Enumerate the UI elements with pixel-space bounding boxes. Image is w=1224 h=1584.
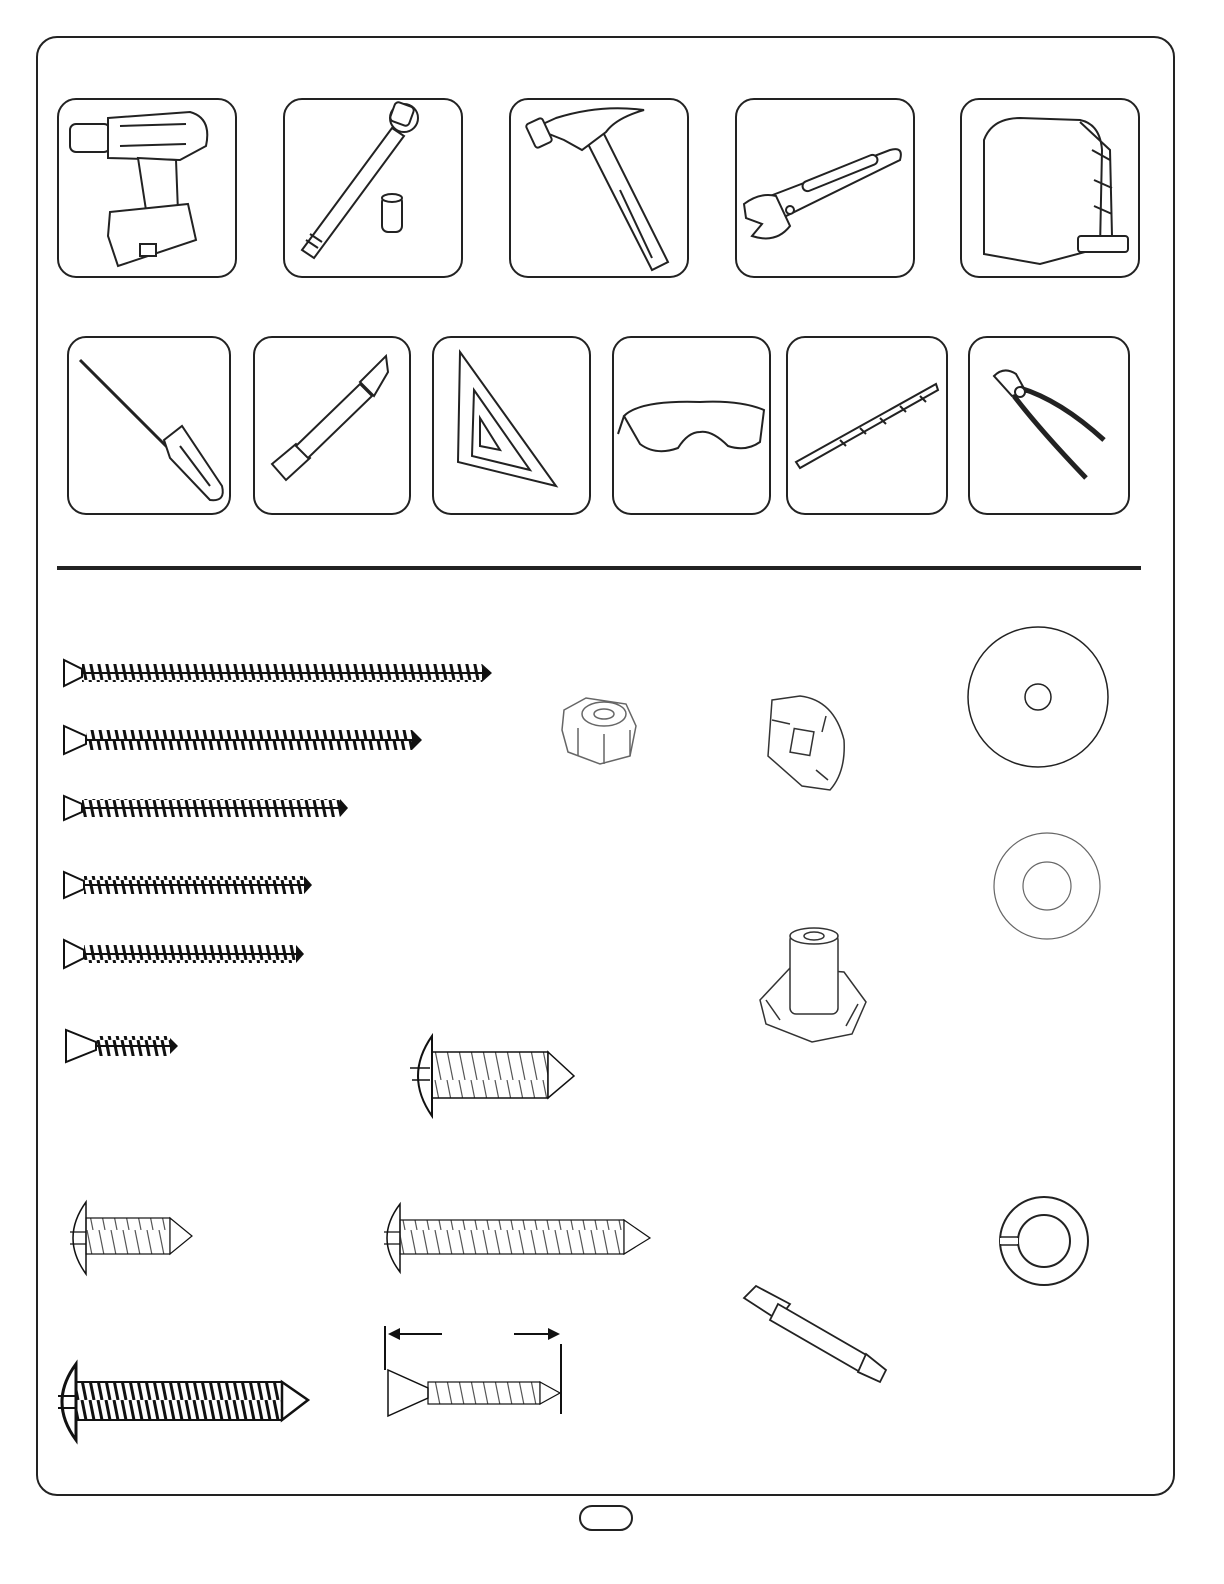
phillips-bit-icon [272, 356, 388, 480]
adjustable-wrench-icon [744, 149, 901, 238]
tool-box-drillbit [787, 337, 947, 514]
tool-box-ratchet [284, 99, 462, 277]
page-number [580, 1506, 632, 1530]
square-drive-bit-icon [744, 1286, 886, 1382]
lock-nut-icon [562, 698, 636, 764]
pan-head-screw-long-icon [384, 1204, 650, 1272]
short-screw-icon [66, 1030, 178, 1062]
small-washer-icon [994, 833, 1100, 939]
tool-box-glasses [613, 337, 770, 514]
pliers-icon [994, 370, 1104, 478]
tool-box-wrench [736, 99, 914, 277]
truss-head-screw-icon [410, 1036, 574, 1116]
tee-nut-icon [760, 928, 866, 1042]
tool-box-hammer [510, 99, 688, 277]
long-screw-5-icon [64, 940, 304, 968]
tool-box-bit [254, 337, 410, 514]
long-screw-1-icon [64, 660, 492, 686]
tape-measure-icon [984, 118, 1128, 264]
tool-box-drill [58, 99, 236, 277]
tool-box-tape [961, 99, 1139, 277]
tool-box-pliers [969, 337, 1129, 514]
hammer-icon [525, 108, 668, 270]
tool-box-square [433, 337, 590, 514]
long-screw-4-icon [64, 872, 312, 898]
pan-head-screw-short-icon [70, 1202, 192, 1274]
large-washer-icon [968, 627, 1108, 767]
screwdriver-icon [80, 360, 223, 500]
drill-bit-icon [796, 384, 938, 468]
tee-nut-flat-icon [768, 696, 844, 790]
long-screw-3-icon [64, 796, 348, 820]
safety-glasses-icon [618, 402, 764, 452]
tool-box-screwdriver [68, 337, 230, 514]
long-screw-2-icon [64, 726, 422, 754]
speed-square-icon [458, 352, 556, 486]
black-truss-screw-icon [58, 1364, 308, 1440]
cordless-drill-icon [70, 112, 207, 266]
measured-flat-head-screw-icon [385, 1326, 561, 1416]
ratchet-socket-icon [302, 101, 418, 258]
split-lock-washer-icon [1000, 1197, 1088, 1285]
